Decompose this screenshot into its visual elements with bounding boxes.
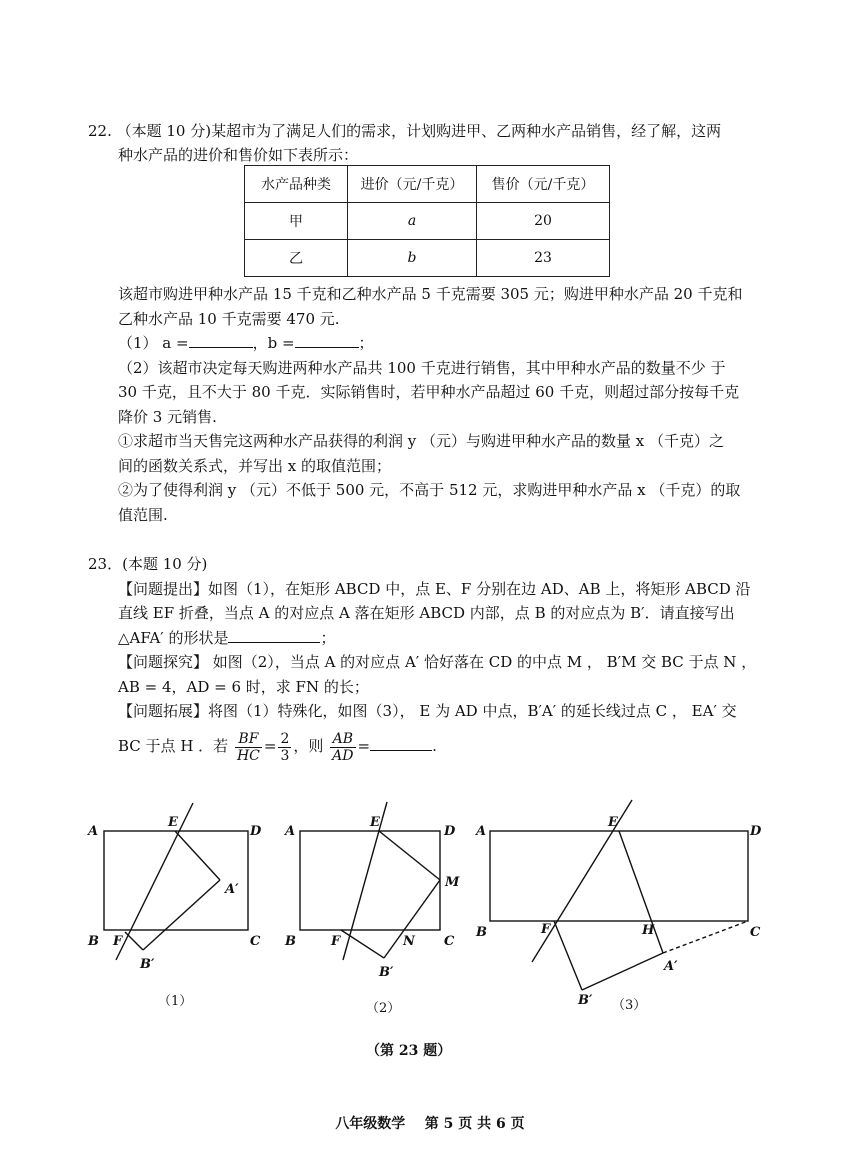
label-b: B <box>285 934 296 949</box>
label-a-prime: A′ <box>664 959 678 974</box>
q23-line-8-end: . <box>432 737 437 755</box>
label-e: E <box>608 815 618 830</box>
table-cell: 23 <box>477 240 610 277</box>
q22-part1-end: ； <box>358 334 374 352</box>
equals-sign: = <box>357 737 371 755</box>
table-header: 售价（元/千克） <box>477 166 610 203</box>
fraction-denominator: HC <box>236 747 260 764</box>
price-table <box>244 165 610 277</box>
label-d: D <box>444 824 456 839</box>
fraction-two-thirds <box>278 731 291 764</box>
q23-line-2: 【问题提出】如图（1），在矩形 ABCD 中，点 E、F 分别在边 AD、AB 上，将矩形 ABCD 沿 <box>118 580 751 598</box>
table-cell: b <box>348 240 477 277</box>
equals-sign: = <box>263 737 277 755</box>
label-e: E <box>370 815 380 830</box>
q23-line-4 <box>118 627 336 649</box>
dashed-extension <box>663 921 748 953</box>
label-b-prime: B′ <box>140 957 155 972</box>
q22-line-12: 值范围. <box>118 506 168 524</box>
label-e: E <box>168 815 178 830</box>
then-text: ，则 <box>293 737 324 755</box>
label-d: D <box>750 824 762 839</box>
q22-line-7: 30 千克，且不大于 80 千克．实际销售时，若甲种水产品超过 60 千克，则超过部分按每千克 <box>118 383 740 401</box>
label-a: A <box>476 824 487 839</box>
geometry-figures <box>0 790 860 1030</box>
q22-line-10: 间的函数关系式，并写出 x 的取值范围； <box>118 457 391 475</box>
label-n: N <box>403 934 415 949</box>
q22-part1-mid: ，b = <box>252 334 295 352</box>
rectangle-abcd <box>104 831 248 930</box>
answer-blank-shape[interactable] <box>228 628 320 643</box>
table-header: 进价（元/千克） <box>348 166 477 203</box>
q23-line-4-end: ； <box>320 629 336 647</box>
label-m: M <box>445 875 460 890</box>
figure-3-diagram <box>490 800 748 990</box>
table-header-row <box>245 166 610 203</box>
fraction-denominator: 3 <box>280 747 290 764</box>
table-header: 水产品种类 <box>245 166 348 203</box>
fraction-numerator: 2 <box>280 730 290 747</box>
fraction-numerator: AB <box>330 731 355 748</box>
figure-title: （第 23 题） <box>366 1043 452 1059</box>
table-cell: 乙 <box>245 240 348 277</box>
label-d: D <box>250 824 262 839</box>
label-b-prime: B′ <box>379 965 394 980</box>
fraction-numerator: BF <box>235 731 262 748</box>
figure-1-caption: （1） <box>158 994 193 1009</box>
q23-line-6: AB = 4，AD = 6 时，求 FN 的长； <box>118 678 369 696</box>
q22-line-2: 种水产品的进价和售价如下表所示： <box>118 146 359 164</box>
label-b: B <box>476 925 487 940</box>
label-a: A <box>285 824 296 839</box>
q23-line-7: 【问题拓展】将图（1）特殊化，如图（3）， E 为 AD 中点，B′A′ 的延长线过点 C ， EA′ 交 <box>118 702 737 720</box>
figure-3-caption: （3） <box>612 998 647 1013</box>
fraction-bf-hc <box>235 731 262 764</box>
label-b: B <box>88 934 99 949</box>
q22-line-4: 乙种水产品 10 千克需要 470 元. <box>118 310 340 328</box>
segment-em <box>379 831 440 880</box>
q23-line-1: 23．(本题 10 分) <box>88 555 208 573</box>
q23-line-3: 直线 EF 折叠，当点 A 的对应点 A 落在矩形 ABCD 内部，点 B 的对应点为 B′．请直接写出 <box>118 604 735 622</box>
q22-line-3: 该超市购进甲种水产品 15 千克和乙种水产品 5 千克需要 305 元；购进甲种水产品 20 千克和 <box>118 285 743 303</box>
q22-line-6: （2）该超市决定每天购进两种水产品共 100 千克进行销售，其中甲种水产品的数量不少 于 <box>118 359 726 377</box>
label-a: A <box>88 824 99 839</box>
label-c: C <box>444 934 455 949</box>
page-footer: 八年级数学 第 5 页 共 6 页 <box>335 1116 525 1132</box>
q22-part1 <box>118 332 374 354</box>
q22-line-11: ②为了使得利润 y （元）不低于 500 元，不高于 512 元，求购进甲种水产品 x （千克）的取 <box>118 481 741 499</box>
table-row <box>245 240 610 277</box>
q22-line-1: 22. （本题 10 分)某超市为了满足人们的需求，计划购进甲、乙两种水产品销售，经了解，这两 <box>88 122 722 140</box>
figure-2-caption: （2） <box>366 1001 401 1016</box>
table-cell: a <box>348 203 477 240</box>
table-cell: 20 <box>477 203 610 240</box>
rectangle-abcd <box>490 831 748 921</box>
fraction-ab-ad <box>330 731 355 764</box>
q22-line-8: 降价 3 元销售. <box>118 408 217 426</box>
q23-line-8 <box>118 726 437 766</box>
answer-blank-ratio[interactable] <box>370 736 432 751</box>
label-a-prime: A′ <box>225 882 239 897</box>
q22-part1-prefix: （1） a = <box>118 334 189 352</box>
q23-line-4-prefix: △AFA′ 的形状是 <box>118 629 229 647</box>
table-cell: 甲 <box>245 203 348 240</box>
table-row <box>245 203 610 240</box>
q23-line-8-prefix: BC 于点 H ．若 <box>118 737 229 755</box>
q22-line-9: ①求超市当天售完这两种水产品获得的利润 y （元）与购进甲种水产品的数量 x （千克）之 <box>118 432 725 450</box>
label-c: C <box>250 934 261 949</box>
label-f: F <box>113 934 123 949</box>
segment-ea <box>175 831 220 880</box>
label-f: F <box>541 922 551 937</box>
rectangle-abcd <box>300 831 440 930</box>
label-f: F <box>331 934 341 949</box>
q23-line-5: 【问题探究】 如图（2），当点 A 的对应点 A′ 恰好落在 CD 的中点 M ， B′M 交 BC 于点 N ， <box>118 653 757 671</box>
segment-ab <box>143 880 220 950</box>
answer-blank-b[interactable] <box>295 333 359 348</box>
segment-bf <box>125 932 143 950</box>
segment-bf <box>554 921 582 990</box>
fraction-denominator: AD <box>332 747 354 764</box>
label-h: H <box>642 923 655 938</box>
label-c: C <box>750 925 761 940</box>
label-b-prime: B′ <box>578 993 593 1008</box>
segment-ab <box>582 953 663 990</box>
segment-ea <box>619 831 663 953</box>
answer-blank-a[interactable] <box>189 333 253 348</box>
fold-line-ef <box>116 803 193 960</box>
